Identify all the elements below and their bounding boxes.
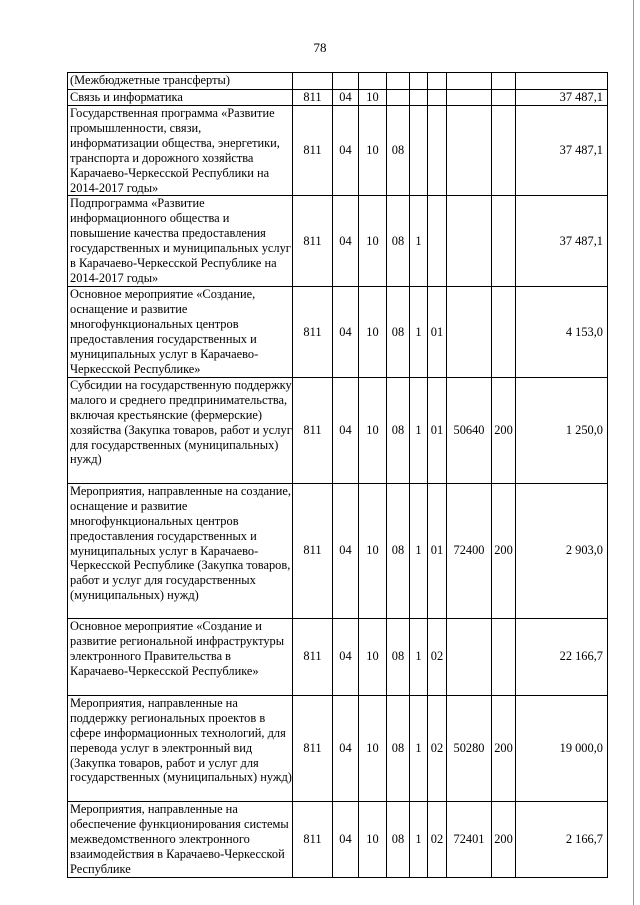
cell-ministry-code: 811 [293,90,333,106]
row-name: Связь и информатика [68,90,293,106]
row-name: Субсидии на государственную поддержку малого и среднего предпринимательства, включая крестьянские (фермерские) хозяйства (Закупка товаров, работ и услуг для государственных (муниципальных) нужд) [68,377,293,483]
cell-ministry-code [293,73,333,90]
cell-expense-type: 200 [492,801,516,877]
cell-activity-code: 02 [428,695,447,801]
cell-subsection-code [359,73,387,90]
table-row [68,287,608,377]
cell-expense-type: 200 [492,377,516,483]
table-row [68,695,608,801]
table-row [68,196,608,287]
cell-ministry-code: 811 [293,106,333,196]
cell-section-code: 04 [333,377,359,483]
cell-amount: 37 487,1 [516,90,608,106]
row-name: Мероприятия, направленные на обеспечение функционирования системы межведомственного электронного взаимодействия в Карачаево-Черкесской Республике [68,801,293,877]
row-name: Мероприятия, направленные на поддержку региональных проектов в сфере информационных технологий, для перевода услуг в электронный вид (Закупка товаров, работ и услуг для государственных (муниципальных) нужд) [68,695,293,801]
cell-section-code: 04 [333,695,359,801]
cell-expense-type [492,90,516,106]
cell-subsection-code: 10 [359,695,387,801]
cell-subprogram-code: 1 [410,695,428,801]
cell-section-code: 04 [333,801,359,877]
cell-section-code: 04 [333,90,359,106]
cell-section-code: 04 [333,106,359,196]
cell-expense-type: 200 [492,483,516,618]
table-row [68,73,608,90]
cell-activity-code: 02 [428,618,447,695]
cell-subsection-code: 10 [359,106,387,196]
cell-direction-code [447,73,492,90]
cell-amount: 37 487,1 [516,106,608,196]
cell-ministry-code: 811 [293,801,333,877]
cell-expense-type [492,196,516,287]
cell-amount: 2 166,7 [516,801,608,877]
cell-amount: 1 250,0 [516,377,608,483]
cell-subsection-code: 10 [359,618,387,695]
cell-expense-type [492,287,516,377]
cell-direction-code [447,196,492,287]
cell-activity-code [428,90,447,106]
cell-subprogram-code: 1 [410,801,428,877]
cell-subprogram-code [410,90,428,106]
cell-subsection-code: 10 [359,90,387,106]
cell-activity-code: 02 [428,801,447,877]
cell-section-code: 04 [333,618,359,695]
cell-subprogram-code: 1 [410,618,428,695]
cell-program-code: 08 [387,106,410,196]
cell-section-code: 04 [333,196,359,287]
cell-amount: 19 000,0 [516,695,608,801]
table-row [68,90,608,106]
cell-ministry-code: 811 [293,483,333,618]
cell-direction-code [447,618,492,695]
table-row [68,377,608,483]
row-name: Подпрограмма «Развитие информационного общества и повышение качества предоставления государственных и муниципальных услуг в Карачаево-Черкесской Республике на 2014-2017 годы» [68,196,293,287]
cell-subsection-code: 10 [359,377,387,483]
cell-subprogram-code: 1 [410,377,428,483]
cell-subsection-code: 10 [359,196,387,287]
cell-ministry-code: 811 [293,695,333,801]
cell-section-code [333,73,359,90]
cell-expense-type: 200 [492,695,516,801]
cell-activity-code [428,106,447,196]
cell-amount [516,73,608,90]
cell-program-code: 08 [387,801,410,877]
cell-program-code [387,73,410,90]
page-number: 78 [313,40,327,55]
cell-amount: 4 153,0 [516,287,608,377]
table-row [68,618,608,695]
page-edge-line [633,0,634,905]
cell-subprogram-code [410,106,428,196]
cell-activity-code [428,196,447,287]
cell-subsection-code: 10 [359,483,387,618]
cell-subsection-code: 10 [359,801,387,877]
cell-direction-code: 50640 [447,377,492,483]
cell-direction-code [447,106,492,196]
cell-program-code: 08 [387,287,410,377]
cell-direction-code: 72401 [447,801,492,877]
cell-amount: 22 166,7 [516,618,608,695]
cell-ministry-code: 811 [293,377,333,483]
cell-activity-code: 01 [428,483,447,618]
cell-program-code: 08 [387,377,410,483]
cell-direction-code: 72400 [447,483,492,618]
cell-amount: 2 903,0 [516,483,608,618]
cell-direction-code [447,90,492,106]
row-name: Мероприятия, направленные на создание, оснащение и развитие многофункциональных центров предоставления государственных и муниципальных услуг в Карачаево-Черкесской Республике (Закупка товаров, работ и услуг для государственных (муниципальных) нужд) [68,483,293,618]
cell-direction-code [447,287,492,377]
cell-direction-code: 50280 [447,695,492,801]
cell-ministry-code: 811 [293,287,333,377]
cell-program-code: 08 [387,196,410,287]
cell-section-code: 04 [333,287,359,377]
cell-subprogram-code: 1 [410,287,428,377]
budget-table [67,72,608,878]
cell-subsection-code: 10 [359,287,387,377]
row-name: (Межбюджетные трансферты) [68,73,293,90]
cell-subprogram-code: 1 [410,196,428,287]
table-row [68,106,608,196]
cell-expense-type [492,618,516,695]
row-name: Основное мероприятие «Создание и развитие региональной инфраструктуры электронного Правительства в Карачаево-Черкесской Республике» [68,618,293,695]
cell-activity-code: 01 [428,377,447,483]
cell-amount: 37 487,1 [516,196,608,287]
budget-table-body [68,73,608,878]
row-name: Государственная программа «Развитие промышленности, связи, информатизации общества, энергетики, транспорта и дорожного хозяйства Карачаево-Черкесской Республики на 2014-2017 годы» [68,106,293,196]
cell-subprogram-code [410,73,428,90]
cell-program-code: 08 [387,483,410,618]
budget-table-container [67,72,608,878]
cell-expense-type [492,73,516,90]
cell-program-code: 08 [387,695,410,801]
cell-program-code: 08 [387,618,410,695]
cell-subprogram-code: 1 [410,483,428,618]
cell-activity-code: 01 [428,287,447,377]
cell-expense-type [492,106,516,196]
cell-program-code [387,90,410,106]
table-row [68,801,608,877]
cell-section-code: 04 [333,483,359,618]
cell-ministry-code: 811 [293,196,333,287]
cell-ministry-code: 811 [293,618,333,695]
table-row [68,483,608,618]
cell-activity-code [428,73,447,90]
row-name: Основное мероприятие «Создание, оснащение и развитие многофункциональных центров предоставления государственных и муниципальных услуг в Карачаево-Черкесской Республике» [68,287,293,377]
